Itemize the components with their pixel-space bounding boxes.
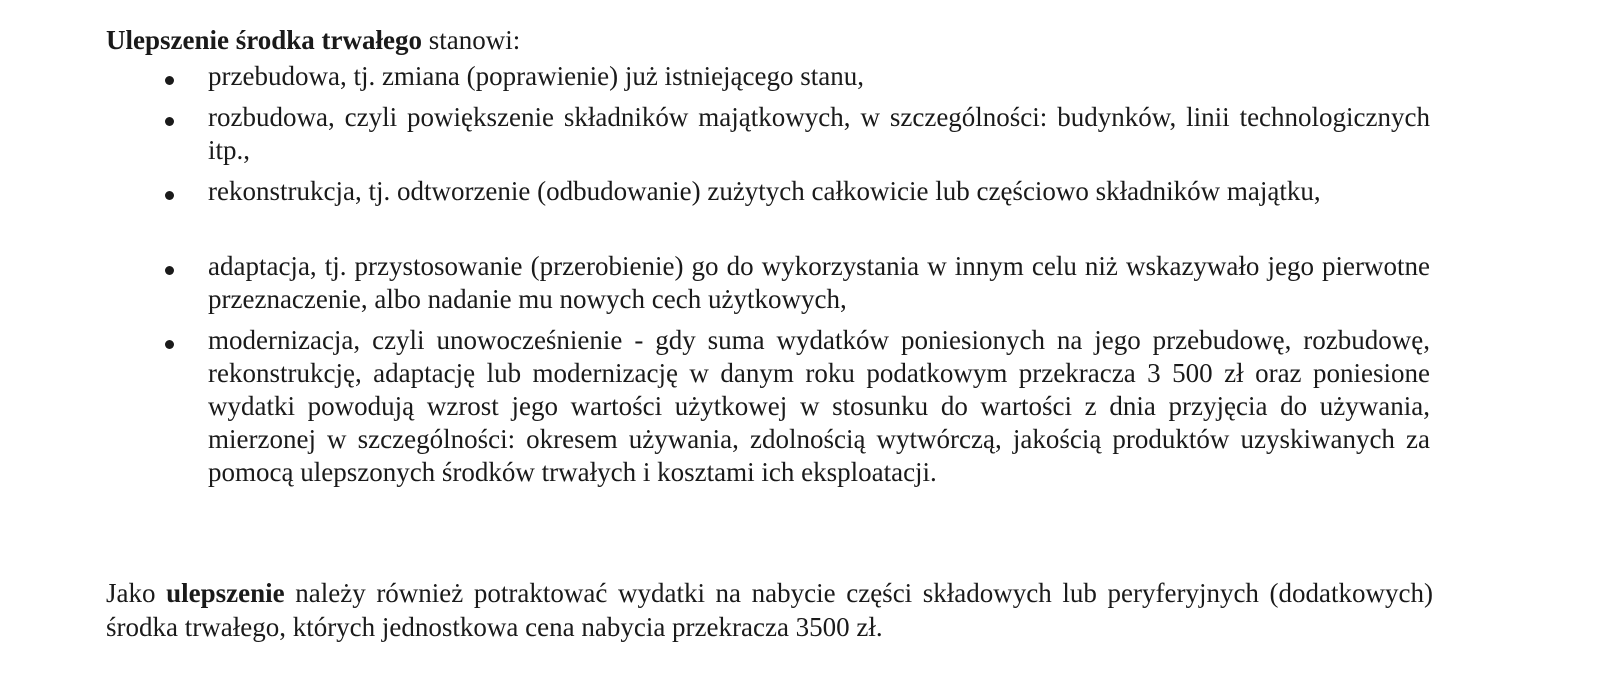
intro-paragraph bbox=[106, 22, 520, 58]
intro-rest: stanowi: bbox=[421, 25, 521, 55]
list-item-text: modernizacja, czyli unowocześnienie - gdy suma wydatków poniesionych na jego przebudowę, rozbudowę, rekonstrukcję, adaptację lub modernizację w danym roku podatkowym przekracza 3 500 zł oraz poniesione wydatki powodują wzrost jego wartości użytkowej w stosunku do wartości z dnia przyjęcia do używania, mierzonej w szczególności: okresem używania, zdolnością wytwórczą, jakością produktów uzyskiwanych za pomocą ulepszonych środków trwałych i kosztami ich eksploatacji. bbox=[208, 325, 1430, 487]
bullet-icon bbox=[165, 266, 174, 275]
list-item-text: rekonstrukcja, tj. odtworzenie (odbudowanie) zużytych całkowicie lub częściowo składników majątku, bbox=[208, 176, 1321, 206]
list-item-text: przebudowa, tj. zmiana (poprawienie) już istniejącego stanu, bbox=[208, 61, 865, 91]
closing-bold-term: ulepszenie bbox=[166, 578, 285, 608]
bullet-icon bbox=[165, 340, 174, 349]
intro-bold-term: Ulepszenie środka trwałego bbox=[106, 25, 422, 55]
bullet-icon bbox=[165, 117, 174, 126]
closing-after: należy również potraktować wydatki na nabycie części składowych lub peryferyjnych (dodatkowych) środka trwałego, których jednostkowa cena nabycia przekracza 3500 zł. bbox=[106, 578, 1434, 642]
bullet-icon bbox=[165, 191, 174, 200]
closing-before: Jako bbox=[106, 578, 167, 608]
list-item-text: adaptacja, tj. przystosowanie (przerobienie) go do wykorzystania w innym celu niż wskazywało jego pierwotne przeznaczenie, albo nadanie mu nowych cech użytkowych, bbox=[208, 251, 1430, 314]
bullet-icon bbox=[165, 76, 174, 85]
list-item-text: rozbudowa, czyli powiększenie składników majątkowych, w szczególności: budynków, linii technologicznych itp., bbox=[208, 102, 1430, 165]
closing-paragraph bbox=[106, 576, 1433, 644]
